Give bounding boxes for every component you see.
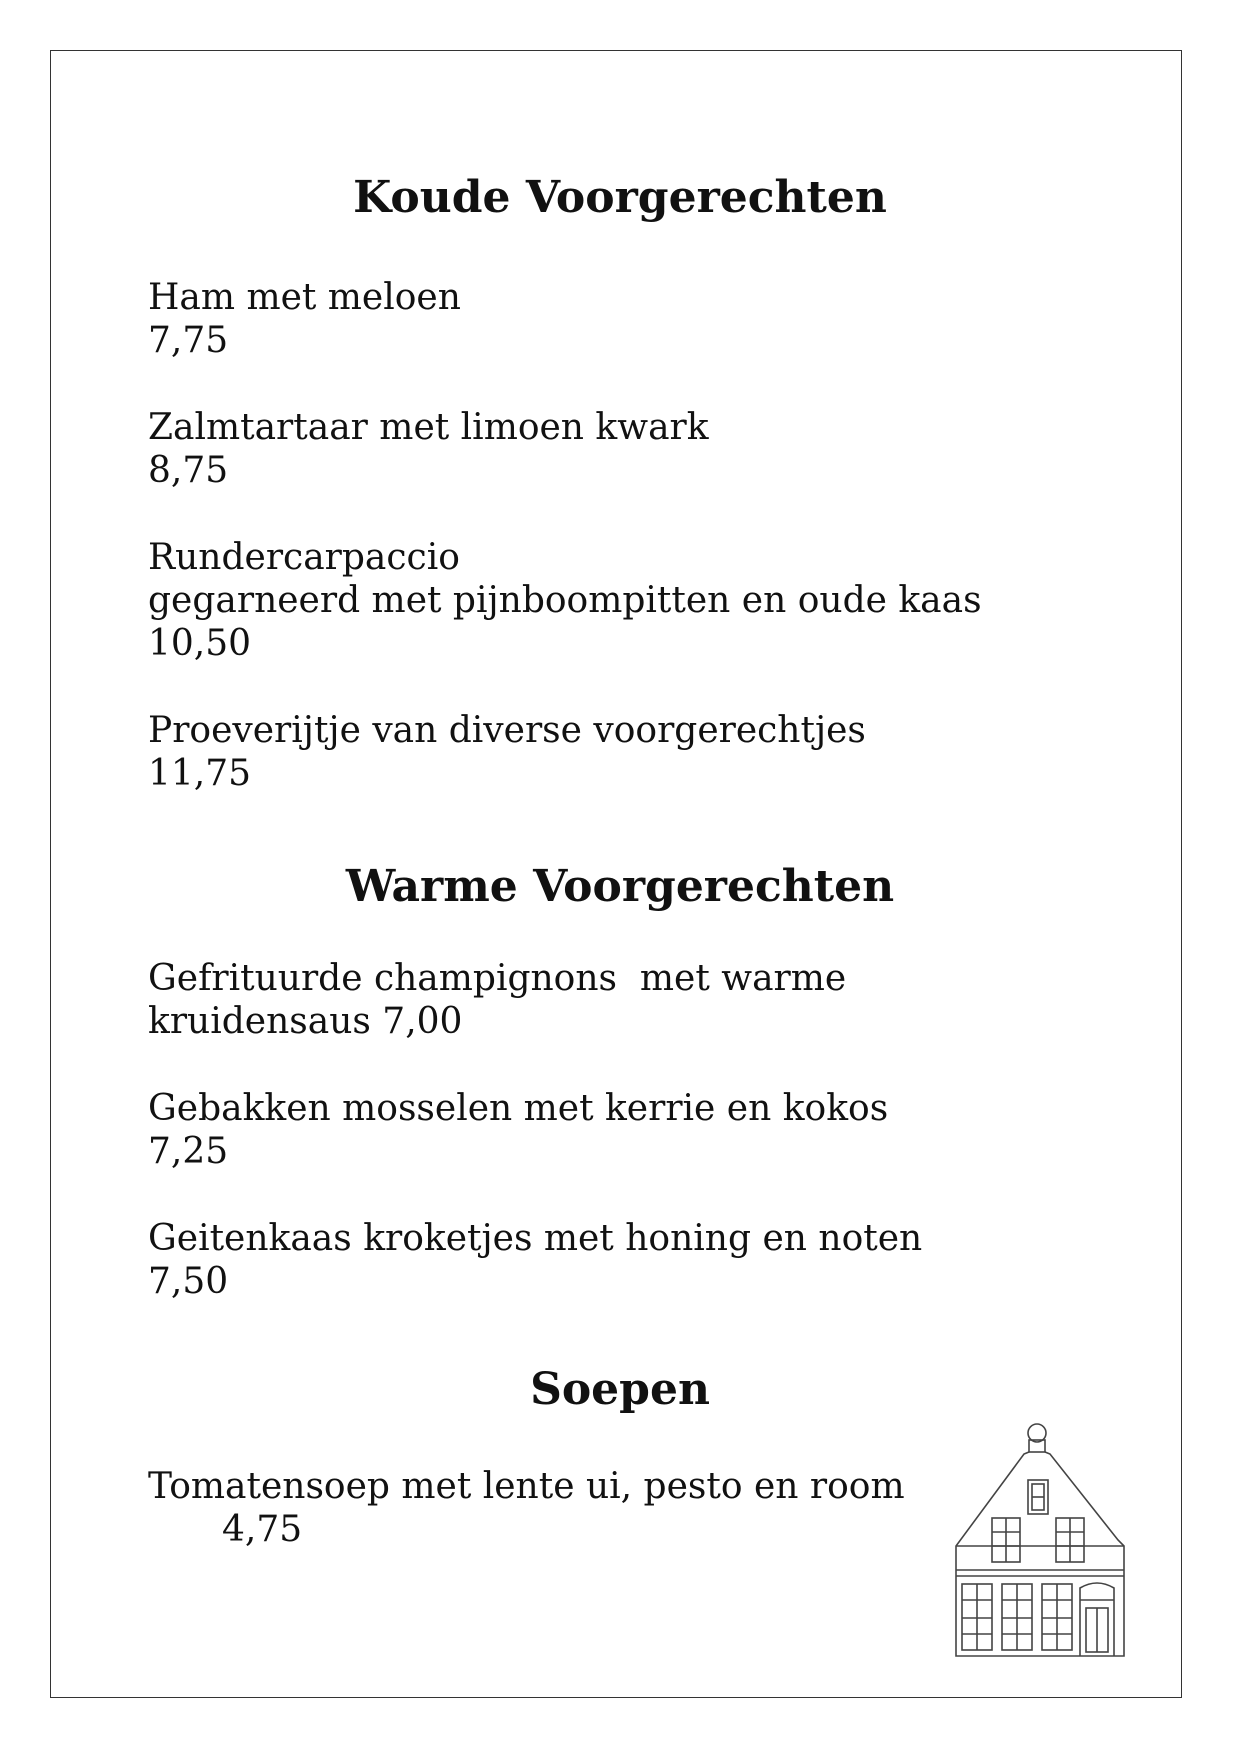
menu-item-ham-met-meloen bbox=[148, 276, 461, 362]
menu-item-gefrituurde-champignons bbox=[148, 957, 846, 1043]
section-title-soepen: Soepen bbox=[530, 1364, 710, 1415]
menu-item-gebakken-mosselen bbox=[148, 1087, 888, 1173]
item-name: Proeverijtje van diverse voorgerechtjes bbox=[148, 710, 866, 751]
item-name: Gebakken mosselen met kerrie en kokos bbox=[148, 1088, 889, 1129]
item-name: Rundercarpaccio bbox=[148, 537, 460, 578]
item-price: 7,25 bbox=[148, 1131, 229, 1172]
item-price: 4,75 bbox=[222, 1509, 303, 1550]
item-price: 7,50 bbox=[148, 1261, 229, 1302]
item-price: 11,75 bbox=[148, 753, 252, 794]
item-price: 8,75 bbox=[148, 450, 229, 491]
menu-item-proeverijtje bbox=[148, 709, 866, 795]
menu-item-tomatensoep bbox=[148, 1465, 905, 1551]
menu-item-rundercarpaccio bbox=[148, 536, 982, 665]
item-name: Ham met meloen bbox=[148, 277, 461, 318]
item-name-price: kruidensaus 7,00 bbox=[148, 1001, 463, 1042]
item-name: Zalmtartaar met limoen kwark bbox=[148, 407, 709, 448]
section-title-warme-voorgerechten: Warme Voorgerechten bbox=[345, 861, 895, 912]
section-title-koude-voorgerechten: Koude Voorgerechten bbox=[353, 172, 887, 223]
menu-item-zalmtartaar bbox=[148, 406, 709, 492]
item-description: gegarneerd met pijnboompitten en oude kaas bbox=[148, 580, 982, 621]
item-name: Gefrituurde champignons met warme bbox=[148, 958, 847, 999]
menu-item-geitenkaas-kroketjes bbox=[148, 1217, 922, 1303]
item-name: Tomatensoep met lente ui, pesto en room bbox=[148, 1466, 905, 1507]
item-name: Geitenkaas kroketjes met honing en noten bbox=[148, 1218, 923, 1259]
item-price: 7,75 bbox=[148, 320, 229, 361]
house-facade-icon bbox=[952, 1420, 1128, 1660]
item-price: 10,50 bbox=[148, 623, 252, 664]
